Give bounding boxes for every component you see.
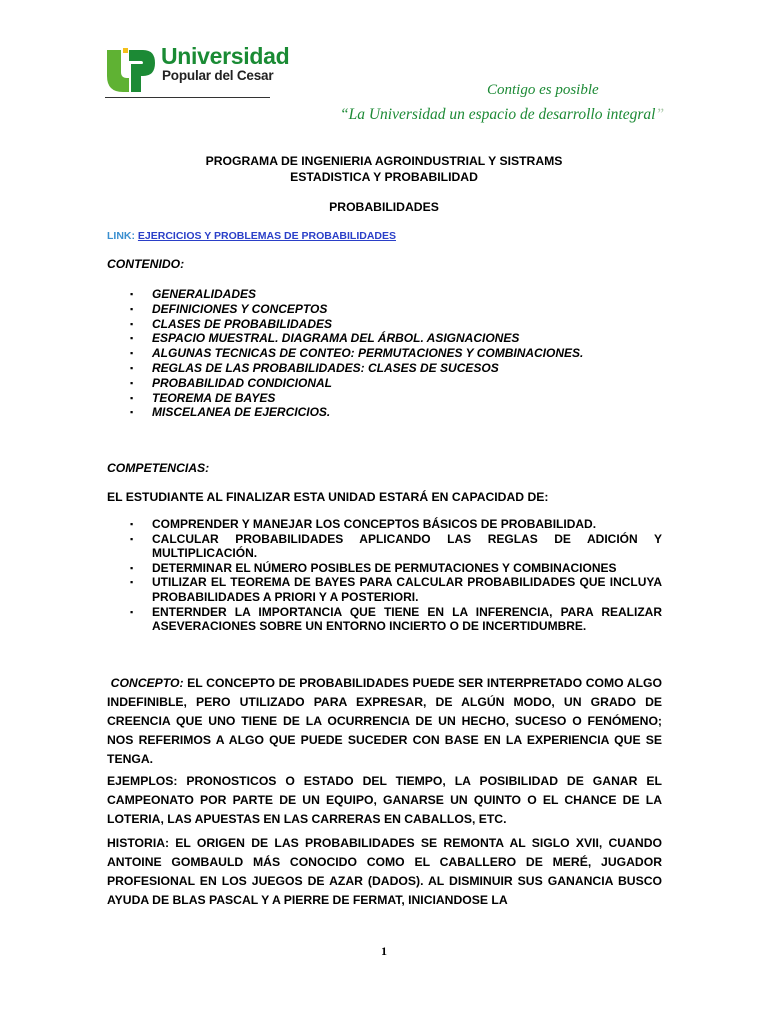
bullet-icon: ▪ bbox=[130, 392, 134, 403]
list-item-text: PROBABILIDAD CONDICIONAL bbox=[152, 375, 332, 390]
list-item-text: ALGUNAS TECNICAS DE CONTEO: PERMUTACIONES Y COMBINACIONES. bbox=[152, 346, 584, 361]
list-item bbox=[130, 346, 583, 361]
bullet-icon: ▪ bbox=[130, 318, 134, 329]
bullet-icon: ▪ bbox=[130, 362, 134, 373]
university-logo bbox=[105, 40, 290, 100]
list-item bbox=[130, 376, 583, 391]
list-item bbox=[130, 561, 662, 576]
list-item-text: REGLAS DE LAS PROBABILIDADES: CLASES DE SUCESOS bbox=[152, 360, 499, 375]
motto-close-quote: ” bbox=[655, 106, 665, 123]
motto-line-1: Contigo es posible bbox=[487, 82, 599, 98]
list-item bbox=[130, 517, 662, 532]
page-number: 1 bbox=[381, 944, 387, 958]
header-divider bbox=[105, 97, 270, 98]
competencias-list bbox=[130, 517, 662, 634]
program-title: PROGRAMA DE INGENIERIA AGROINDUSTRIAL Y SISTRAMS bbox=[205, 154, 563, 168]
list-item bbox=[130, 317, 583, 332]
link-label: LINK: bbox=[107, 230, 138, 242]
logo-university-text: Universidad bbox=[161, 43, 290, 69]
list-item bbox=[130, 532, 662, 561]
list-item-text: MISCELANEA DE EJERCICIOS. bbox=[152, 405, 331, 420]
list-item-text: UTILIZAR EL TEOREMA DE BAYES PARA CALCULAR PROBABILIDADES QUE INCLUYA PROBABILIDADES A PRIORI Y A POSTERIORI. bbox=[152, 575, 662, 604]
list-item-text: COMPRENDER Y MANEJAR LOS CONCEPTOS BÁSICOS DE PROBABILIDAD. bbox=[152, 517, 597, 531]
upc-logo-icon bbox=[105, 44, 157, 96]
competencias-heading: COMPETENCIAS: bbox=[107, 461, 210, 475]
contenido-heading: CONTENIDO: bbox=[107, 257, 185, 271]
list-item bbox=[130, 302, 583, 317]
exercises-link[interactable]: EJERCICIOS Y PROBLEMAS DE PROBABILIDADES bbox=[137, 230, 396, 242]
list-item-text: ESPACIO MUESTRAL. DIAGRAMA DEL ÁRBOL. ASIGNACIONES bbox=[152, 331, 520, 346]
bullet-icon: ▪ bbox=[130, 606, 134, 617]
list-item-text: TEOREMA DE BAYES bbox=[152, 390, 276, 405]
link-line bbox=[107, 230, 396, 242]
bullet-icon: ▪ bbox=[130, 407, 134, 418]
concept-text: EL CONCEPTO DE PROBABILIDADES PUEDE SER INTERPRETADO COMO ALGO INDEFINIBLE, PERO UTILIZADO PARA EXPRESAR, DE ALGÚN MODO, UN GRADO DE CREENCIA QUE UNO TIENE DE LA OCURRENCIA DE UN HECHO, SUCESO O FENÓMENO; NOS REFERIMOS A ALGO QUE PUEDE SUCEDER CON BASE EN LA EXPERIENCIA QUE SE TENGA. bbox=[107, 676, 662, 766]
list-item bbox=[130, 605, 662, 634]
motto-text: “La Universidad un espacio de desarrollo integral bbox=[340, 106, 656, 123]
list-item-text: ENTERNDER LA IMPORTANCIA QUE TIENE EN LA INFERENCIA, PARA REALIZAR ASEVERACIONES SOBRE UN ENTORNO INCIERTO O DE INCERTIDUMBRE. bbox=[152, 604, 662, 634]
list-item bbox=[130, 331, 583, 346]
bullet-icon: ▪ bbox=[130, 533, 134, 544]
list-item-text: DEFINICIONES Y CONCEPTOS bbox=[152, 301, 328, 316]
list-item bbox=[130, 391, 583, 406]
list-item-text: CLASES DE PROBABILIDADES bbox=[152, 316, 333, 331]
list-item bbox=[130, 287, 583, 302]
list-item bbox=[130, 575, 662, 604]
bullet-icon: ▪ bbox=[130, 377, 134, 388]
course-title: ESTADISTICA Y PROBABILIDAD bbox=[290, 170, 478, 184]
list-item-text: CALCULAR PROBABILIDADES APLICANDO LAS REGLAS DE ADICIÓN Y MULTIPLICACIÓN. bbox=[152, 531, 662, 561]
list-item bbox=[130, 405, 583, 420]
contenido-list bbox=[130, 287, 583, 420]
bullet-icon: ▪ bbox=[130, 577, 134, 588]
topic-title: PROBABILIDADES bbox=[329, 200, 439, 214]
motto-line-2 bbox=[340, 106, 664, 124]
logo-popular-text: Popular del Cesar bbox=[162, 68, 274, 83]
list-item bbox=[130, 361, 583, 376]
bullet-icon: ▪ bbox=[130, 562, 134, 573]
examples-paragraph: EJEMPLOS: PRONOSTICOS O ESTADO DEL TIEMPO, LA POSIBILIDAD DE GANAR EL CAMPEONATO POR PARTE DE UN EQUIPO, GANARSE UN QUINTO O EL CHANCE DE LA LOTERIA, LAS APUESTAS EN LAS CARRERAS EN CABALLOS, ETC. bbox=[107, 774, 662, 826]
list-item-text: GENERALIDADES bbox=[152, 287, 257, 301]
concept-paragraph bbox=[107, 674, 662, 769]
list-item-text: DETERMINAR EL NÚMERO POSIBLES DE PERMUTACIONES Y COMBINACIONES bbox=[152, 560, 617, 575]
bullet-icon: ▪ bbox=[130, 303, 134, 314]
bullet-icon: ▪ bbox=[130, 289, 134, 299]
bullet-icon: ▪ bbox=[130, 519, 134, 529]
competencias-intro: EL ESTUDIANTE AL FINALIZAR ESTA UNIDAD ESTARÁ EN CAPACIDAD DE: bbox=[107, 490, 549, 504]
bullet-icon: ▪ bbox=[130, 333, 134, 344]
history-paragraph: HISTORIA: EL ORIGEN DE LAS PROBABILIDADES SE REMONTA AL SIGLO XVII, CUANDO ANTOINE GOMBAULD MÁS CONOCIDO COMO EL CABALLERO DE MERÉ, JUGADOR PROFESIONAL EN LOS JUEGOS DE AZAR (DADOS). AL DISMINUIR SUS GANANCIA BUSCO AYUDA DE BLAS PASCAL Y A PIERRE DE FERMAT, INICIANDOSE LA bbox=[107, 836, 662, 907]
bullet-icon: ▪ bbox=[130, 348, 134, 359]
concept-label: CONCEPTO: bbox=[110, 676, 184, 690]
